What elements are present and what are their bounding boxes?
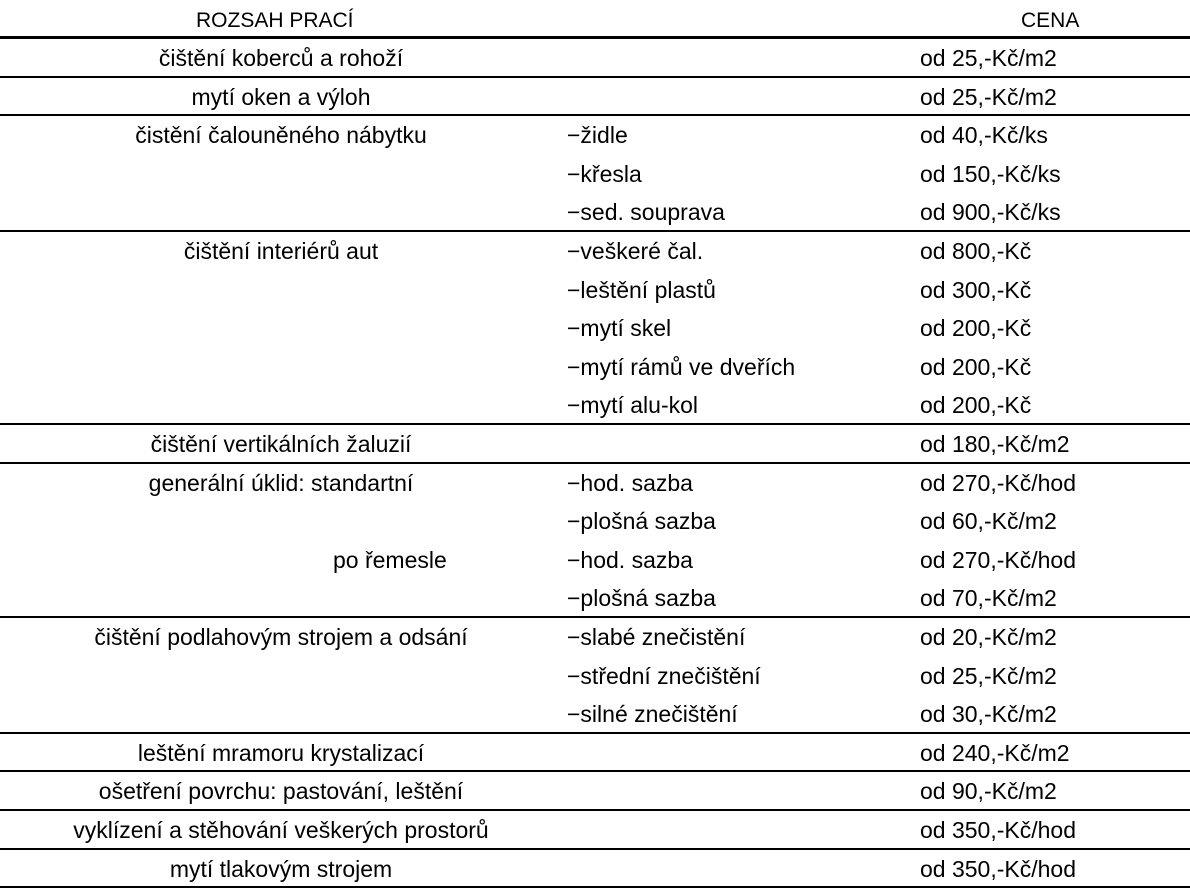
service-subitem xyxy=(567,39,907,78)
service-subitem xyxy=(567,734,907,773)
table-row xyxy=(0,425,1190,464)
service-name: leštění mramoru krystalizací xyxy=(137,739,425,766)
table-row xyxy=(0,271,1190,310)
service-name: čištění vertikálních žaluzií xyxy=(150,431,412,457)
table-row xyxy=(0,348,1190,387)
table-section xyxy=(0,811,1190,850)
table-section xyxy=(0,734,1190,773)
service-price: od 180,-Kč/m2 xyxy=(920,431,1070,457)
service-name: ošetření povrchu: pastování, leštění xyxy=(98,778,464,805)
table-row xyxy=(0,541,1190,580)
service-subitem: −mytí skel xyxy=(567,315,672,342)
service-name: čištění koberců a rohoží xyxy=(158,45,404,71)
table-section xyxy=(0,232,1190,425)
table-row xyxy=(0,464,1190,503)
service-name xyxy=(0,155,562,194)
service-name: čištění interiérů aut xyxy=(183,238,379,264)
service-name xyxy=(0,386,562,425)
service-name: čištění podlahovým strojem a odsání xyxy=(94,624,468,650)
service-price: od 60,-Kč/m2 xyxy=(920,508,1057,535)
service-price: od 350,-Kč/hod xyxy=(920,855,1077,882)
service-subitem: −slabé znečistění xyxy=(567,624,746,650)
table-row xyxy=(0,116,1190,155)
table-row xyxy=(0,811,1190,850)
service-name xyxy=(0,695,562,734)
table-row xyxy=(0,772,1190,811)
service-subitem: −křesla xyxy=(567,160,642,187)
table-row xyxy=(0,193,1190,232)
service-subitem: −střední znečištění xyxy=(567,662,761,689)
service-price: od 270,-Kč/hod xyxy=(920,546,1077,573)
table-section xyxy=(0,772,1190,811)
service-price: od 25,-Kč/m2 xyxy=(920,662,1057,689)
table-section xyxy=(0,464,1190,618)
service-subitem: −hod. sazba xyxy=(567,469,693,496)
header-work-scope: ROZSAH PRACÍ xyxy=(196,9,354,32)
header-price: CENA xyxy=(1021,9,1080,32)
table-section xyxy=(0,850,1190,889)
service-price: od 25,-Kč/m2 xyxy=(920,45,1057,71)
service-price: od 240,-Kč/m2 xyxy=(920,739,1070,766)
service-price: od 150,-Kč/ks xyxy=(920,160,1061,187)
table-section xyxy=(0,78,1190,117)
service-subitem xyxy=(567,811,907,850)
service-subitem: −leštění plastů xyxy=(567,276,716,303)
service-name xyxy=(0,502,562,541)
service-name xyxy=(0,657,562,696)
service-price: od 20,-Kč/m2 xyxy=(920,624,1057,650)
table-row xyxy=(0,232,1190,271)
table-row xyxy=(0,386,1190,425)
service-name xyxy=(0,193,562,232)
table-row xyxy=(0,695,1190,734)
service-price: od 25,-Kč/m2 xyxy=(920,83,1057,110)
table-section xyxy=(0,425,1190,464)
table-row xyxy=(0,734,1190,773)
service-price: od 800,-Kč xyxy=(920,238,1032,264)
table-row xyxy=(0,502,1190,541)
service-name: generální úklid: standartní xyxy=(148,469,414,496)
service-name xyxy=(0,309,562,348)
service-name xyxy=(0,348,562,387)
service-price: od 30,-Kč/m2 xyxy=(920,701,1057,728)
service-name: vyklízení a stěhování veškerých prostorů xyxy=(73,817,489,843)
service-subitem: −sed. souprava xyxy=(567,199,725,226)
table-row xyxy=(0,618,1190,657)
table-row xyxy=(0,657,1190,696)
service-price: od 90,-Kč/m2 xyxy=(920,778,1057,805)
service-price: od 70,-Kč/m2 xyxy=(920,585,1057,612)
service-name: po řemesle xyxy=(333,546,447,573)
table-header xyxy=(0,0,1190,39)
service-name xyxy=(0,579,562,618)
service-price: od 300,-Kč xyxy=(920,276,1032,303)
service-subitem: −silné znečištění xyxy=(567,701,738,728)
service-subitem: −židle xyxy=(567,122,628,149)
service-subitem xyxy=(567,850,907,889)
service-subitem xyxy=(567,425,907,464)
service-price: od 350,-Kč/hod xyxy=(920,817,1077,843)
table-row xyxy=(0,850,1190,889)
table-row xyxy=(0,39,1190,78)
table-row xyxy=(0,78,1190,117)
service-subitem: −mytí alu-kol xyxy=(567,392,699,419)
table-row xyxy=(0,155,1190,194)
table-section xyxy=(0,116,1190,232)
service-name: mytí tlakovým strojem xyxy=(169,855,393,882)
service-price: od 200,-Kč xyxy=(920,392,1032,419)
service-price: od 40,-Kč/ks xyxy=(920,122,1048,149)
service-subitem: −veškeré čal. xyxy=(567,238,704,264)
service-subitem: −plošná sazba xyxy=(567,585,716,612)
service-subitem xyxy=(567,772,907,811)
service-price: od 900,-Kč/ks xyxy=(920,199,1061,226)
service-name: mytí oken a výloh xyxy=(191,83,371,110)
table-row xyxy=(0,309,1190,348)
table-section xyxy=(0,618,1190,734)
service-subitem xyxy=(567,78,907,117)
service-price: od 200,-Kč xyxy=(920,353,1032,380)
service-subitem: −mytí rámů ve dveřích xyxy=(567,353,796,380)
service-subitem: −hod. sazba xyxy=(567,546,693,573)
service-price: od 200,-Kč xyxy=(920,315,1032,342)
service-price: od 270,-Kč/hod xyxy=(920,469,1077,496)
service-name xyxy=(0,271,562,310)
table-row xyxy=(0,579,1190,618)
service-name: čistění čalouněného nábytku xyxy=(135,122,427,149)
table-section xyxy=(0,39,1190,78)
service-subitem: −plošná sazba xyxy=(567,508,716,535)
